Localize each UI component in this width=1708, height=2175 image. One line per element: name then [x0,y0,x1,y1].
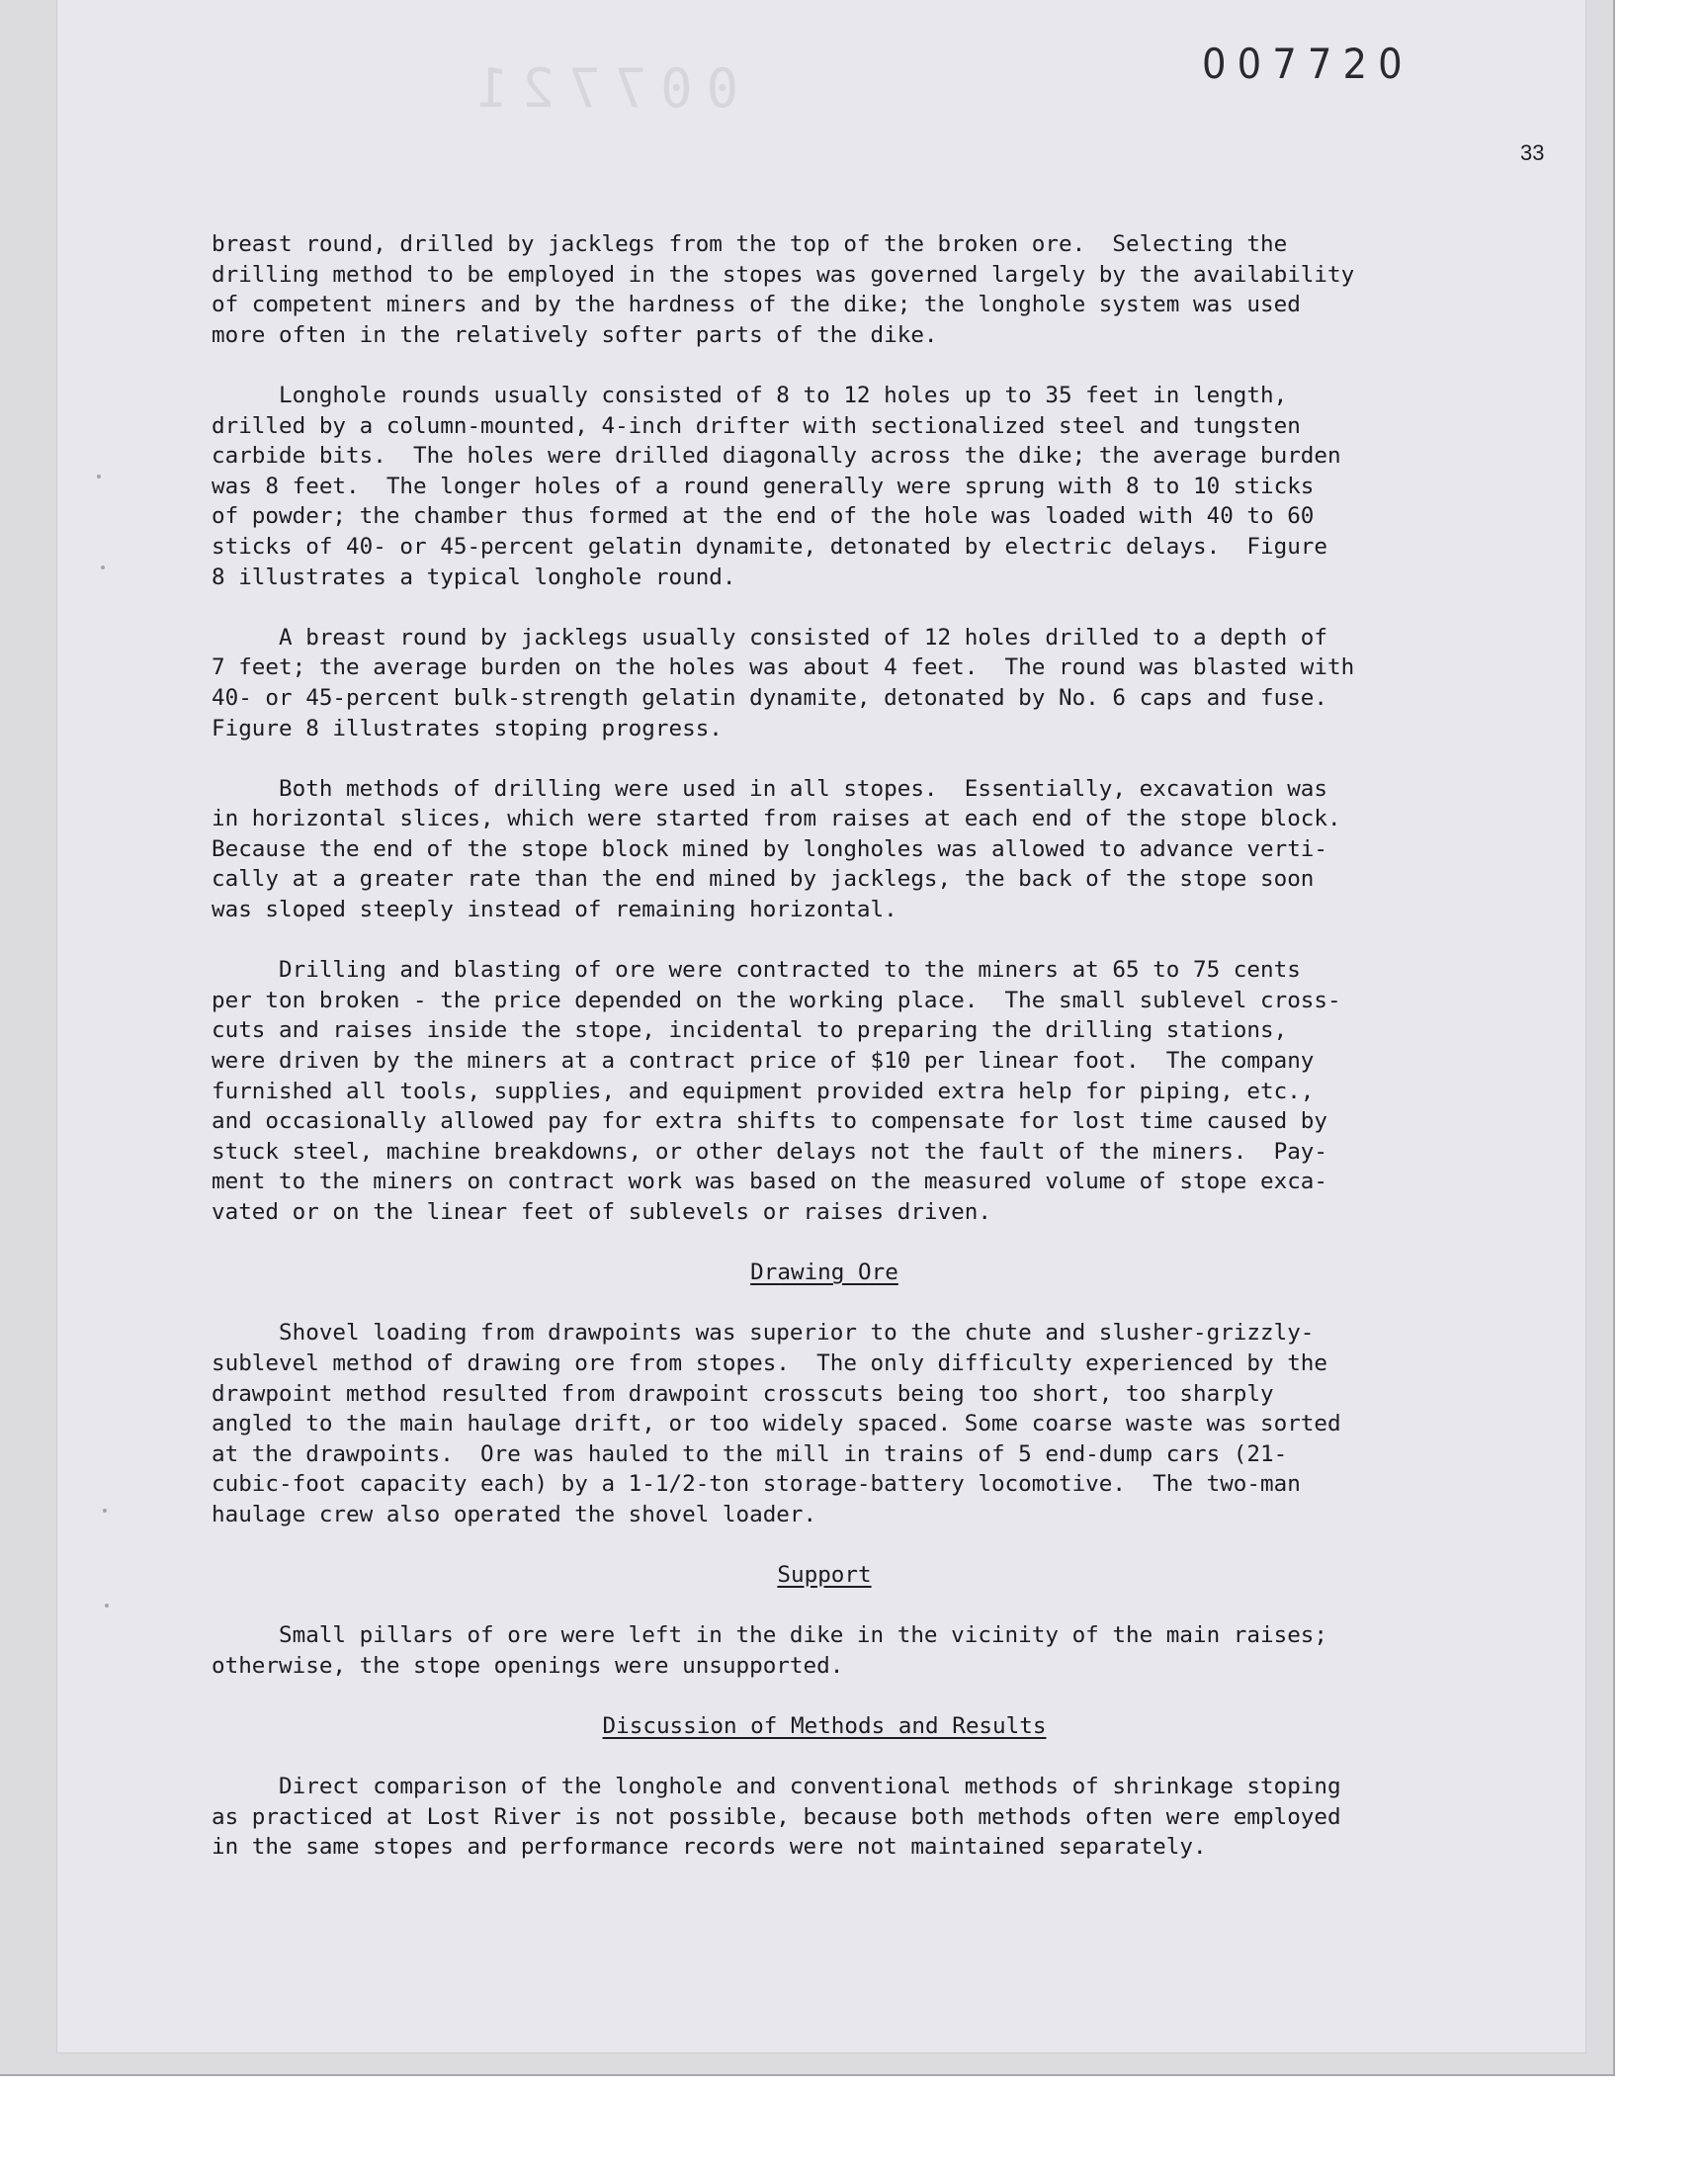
punch-hole-mark [101,566,105,569]
page-number: 33 [1520,140,1545,165]
punch-hole-mark [105,1604,109,1608]
punch-hole-mark [103,1509,107,1513]
punch-hole-mark [97,475,101,478]
paragraph-support: Small pillars of ore were left in the dike in the vicinity of the main raises; otherwise, the stope openings were unsupported. [212,1622,1328,1679]
bleed-through-number: 007721 [463,57,739,120]
section-heading-support: Support [777,1562,872,1589]
document-number-stamp: 007720 [1202,40,1413,88]
section-heading-discussion: Discussion of Methods and Results [602,1713,1047,1740]
paragraph: Drilling and blasting of ore were contracted to the miners at 65 to 75 cents per ton broken - the price depended on the working place. The small sublevel cross- cuts and raises inside the stope, incidental to preparing the drilling stations, were driven by the miners at a contract price of $10 per linear foot. The company furnished all tools, supplies, and equipment provided extra help for piping, etc., and occasionally allowed pay for extra shifts to compensate for lost time caused by stuck steel, machine breakdowns, or other delays not the fault of the miners. Pay- ment to the miners on contract work was based on the measured volume of stope exca- vated or on the linear feet of sublevels or raises driven. [212,957,1341,1225]
paragraph: Longhole rounds usually consisted of 8 to 12 holes up to 35 feet in length, drilled by a column-mounted, 4-inch drifter with sectionalized steel and tungsten carbide bits. The holes were drilled diagonally across the dike; the average burden was 8 feet. The longer holes of a round generally were sprung with 8 to 10 sticks of powder; the chamber thus formed at the end of the hole was loaded with 40 to 60 sticks of 40- or 45-percent gelatin dynamite, detonated by electric delays. Figure 8 illustrates a typical longhole round. [212,382,1341,590]
paragraph: breast round, drilled by jacklegs from the top of the broken ore. Selecting the drilling method to be employed in the stopes was governed largely by the availability of competent miners and by the hardness of the dike; the longhole system was used more often in the relatively softer parts of the dike. [212,231,1355,348]
paragraph-discussion: Direct comparison of the longhole and conventional methods of shrinkage stoping as practiced at Lost River is not possible, because both methods often were employed in the same stopes and performance records were not maintained separately. [212,1774,1341,1861]
paragraph-drawing-ore: Shovel loading from drawpoints was superior to the chute and slusher-grizzly- sublevel method of drawing ore from stopes. The only difficulty experienced by the drawpoint method resulted from drawpoint crosscuts being too short, too sharply angled to the main haulage drift, or too widely spaced. Some coarse waste was sorted at the drawpoints. Ore was hauled to the mill in trains of 5 end-dump cars (21- cubic-foot capacity each) by a 1-1/2-ton storage-battery locomotive. The two-man haulage crew also operated the shovel loader. [212,1320,1341,1527]
body-text [212,229,1496,1893]
section-heading-drawing-ore: Drawing Ore [750,1260,898,1286]
paragraph: A breast round by jacklegs usually consisted of 12 holes drilled to a depth of 7 feet; the average burden on the holes was about 4 feet. The round was blasted with 40- or 45-percent bulk-strength gelatin dynamite, detonated by No. 6 caps and fuse. Figure 8 illustrates stoping progress. [212,624,1355,741]
paragraph: Both methods of drilling were used in all stopes. Essentially, excavation was in horizontal slices, which were started from raises at each end of the stope block. Because the end of the stope block mined by longholes was allowed to advance verti- cally at a greater rate than the end mined by jacklegs, the back of the stope soon was sloped steeply instead of remaining horizontal. [212,775,1341,923]
